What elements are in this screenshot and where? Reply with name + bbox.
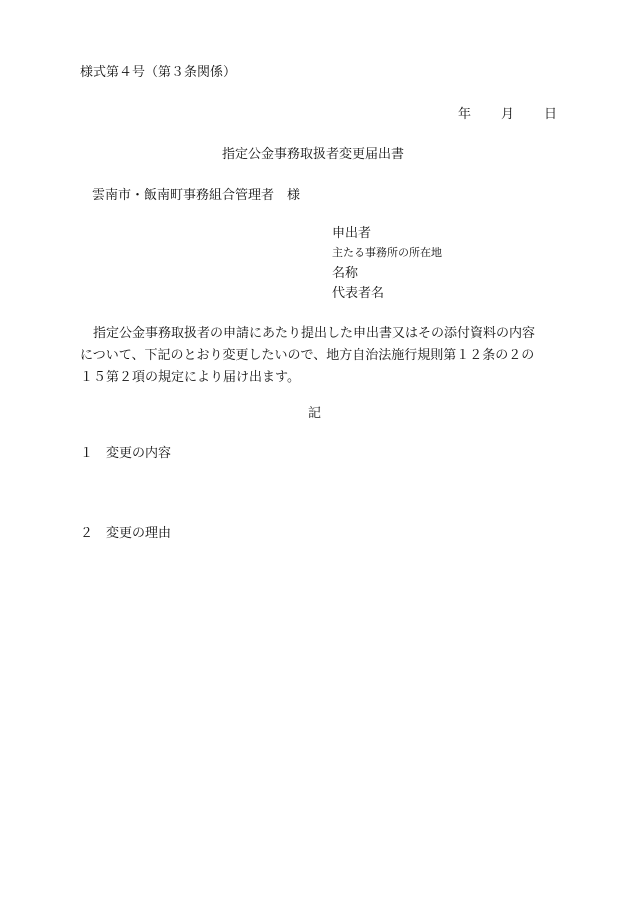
body-line: について、下記のとおり変更したいので、地方自治法施行規則第１２条の２の [80,348,535,363]
representative-label: 代表者名 [332,286,385,301]
addressee: 雲南市・飯南町事務組合管理者 様 [92,188,301,203]
date-month: 月 [501,107,515,122]
body-line: 指定公金事務取扱者の申請にあたり提出した申出書又はその添付資料の内容 [80,326,536,341]
name-label: 名称 [332,266,359,281]
item-change-reason [80,526,171,542]
item-change-content [80,446,171,462]
applicant-label: 申出者 [332,226,372,241]
body-paragraph [80,323,562,389]
applicant-block [332,226,442,306]
form-number: 様式第４号（第３条関係） [80,65,237,80]
item-label: 変更の内容 [106,446,172,461]
date-year: 年 [458,107,472,122]
item-number: ２ [80,526,94,541]
body-line: １５第２項の規定により届け出ます。 [80,370,300,385]
date-line [458,107,557,123]
office-address-label: 主たる事務所の所在地 [332,246,442,259]
record-heading: 記 [308,406,322,421]
document-title: 指定公金事務取扱者変更届出書 [222,147,405,162]
date-day: 日 [544,107,558,122]
item-label: 変更の理由 [106,526,172,541]
item-number: １ [80,446,94,461]
